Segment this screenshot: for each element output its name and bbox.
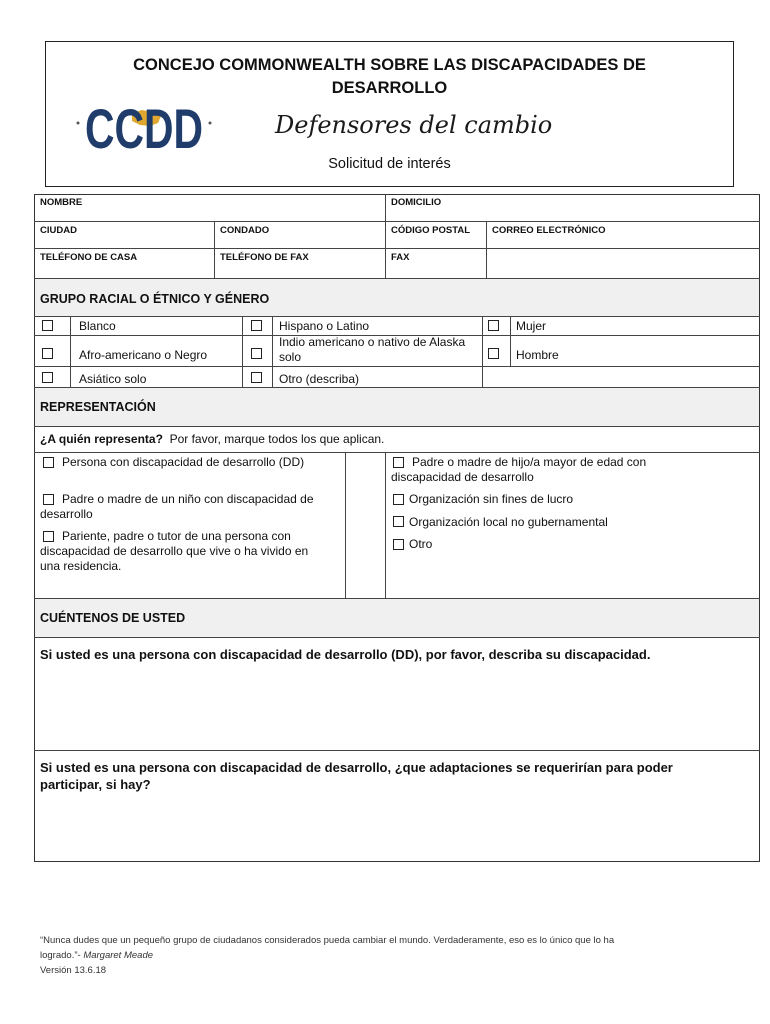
- ccdd-logo: [72, 93, 217, 160]
- telefono-fax-field[interactable]: TELÉFONO DE FAX: [220, 252, 309, 263]
- hombre-checkbox[interactable]: [488, 348, 499, 359]
- representation-question: [40, 432, 384, 447]
- otro-race-checkbox[interactable]: [251, 372, 262, 383]
- divider: [510, 316, 511, 366]
- sin-fines-checkbox[interactable]: [393, 494, 404, 505]
- pariente-line-3: una residencia.: [40, 559, 122, 573]
- representation-heading: REPRESENTACIÓN: [40, 400, 156, 414]
- divider: [385, 452, 386, 598]
- indio-label: [279, 335, 465, 365]
- condado-field[interactable]: CONDADO: [220, 225, 270, 236]
- domicilio-field[interactable]: DOMICILIO: [391, 197, 442, 208]
- blanco-label: Blanco: [79, 319, 116, 333]
- asiatico-checkbox[interactable]: [42, 372, 53, 383]
- divider: [385, 194, 386, 278]
- question-2-line-2: participar, si hay?: [40, 777, 151, 792]
- divider: [34, 637, 760, 638]
- codigo-postal-field[interactable]: CÓDIGO POSTAL: [391, 225, 470, 236]
- divider: [34, 248, 760, 249]
- hombre-label: Hombre: [516, 348, 559, 362]
- persona-dd-checkbox[interactable]: [43, 457, 54, 468]
- mujer-checkbox[interactable]: [488, 320, 499, 331]
- pariente-line-2: discapacidad de desarrollo que vive o ha vivido en: [40, 544, 309, 558]
- blanco-checkbox[interactable]: [42, 320, 53, 331]
- divider: [345, 452, 346, 598]
- race-section-heading: GRUPO RACIAL O ÉTNICO Y GÉNERO: [40, 292, 270, 306]
- pariente-line-1: Pariente, padre o tutor de una persona con: [62, 529, 291, 543]
- answer-2-area[interactable]: [36, 796, 758, 860]
- afro-checkbox[interactable]: [42, 348, 53, 359]
- version-label: Versión 13.6.18: [40, 965, 107, 976]
- divider: [34, 221, 760, 222]
- tagline: Defensores del cambio: [275, 111, 553, 139]
- quote-line-1: “Nunca dudes que un pequeño grupo de ciudadanos considerados pueda cambiar el mundo. Verdaderamente, eso es lo único que lo ha: [40, 935, 615, 946]
- divider: [34, 750, 760, 751]
- question-2-line-1: Si usted es una persona con discapacidad de desarrollo, ¿que adaptaciones se requerirían para poder: [40, 760, 673, 775]
- divider: [34, 366, 760, 367]
- divider: [70, 316, 71, 387]
- divider: [34, 316, 760, 317]
- indio-label-line-1: Indio americano o nativo de Alaska: [279, 335, 466, 349]
- question-bold: ¿A quién representa?: [40, 432, 163, 446]
- divider: [214, 221, 215, 278]
- otro-rep-label: Otro: [409, 537, 433, 551]
- fax-field[interactable]: FAX: [391, 252, 410, 263]
- divider: [34, 426, 760, 427]
- persona-dd-label: Persona con discapacidad de desarrollo (DD): [62, 455, 305, 469]
- divider: [486, 221, 487, 278]
- telefono-casa-field[interactable]: TELÉFONO DE CASA: [40, 252, 138, 263]
- pariente-label: [40, 529, 340, 574]
- divider: [272, 316, 273, 387]
- ciudad-field[interactable]: CIUDAD: [40, 225, 77, 236]
- ong-local-label: Organización local no gubernamental: [409, 515, 608, 529]
- padre-mayor-line-1: Padre o madre de hijo/a mayor de edad con: [412, 455, 647, 469]
- question-rest: Por favor, marque todos los que aplican.: [169, 432, 385, 446]
- otro-rep-checkbox[interactable]: [393, 539, 404, 550]
- mujer-label: Mujer: [516, 319, 547, 333]
- correo-field[interactable]: CORREO ELECTRÓNICO: [492, 225, 606, 236]
- padre-nino-label: [40, 492, 340, 522]
- asiatico-label: Asiático solo: [79, 372, 147, 386]
- form-subtitle: Solicitud de interés: [328, 156, 451, 172]
- padre-mayor-label: [391, 455, 711, 485]
- nombre-field[interactable]: NOMBRE: [40, 197, 83, 208]
- answer-1-area[interactable]: [36, 668, 758, 748]
- divider: [34, 452, 760, 453]
- quote-author: Margaret Meade: [83, 950, 154, 961]
- sin-fines-label: Organización sin fines de lucro: [409, 492, 574, 506]
- otro-race-label: Otro (describa): [279, 372, 360, 386]
- indio-label-line-2: solo: [279, 350, 302, 364]
- hispano-label: Hispano o Latino: [279, 319, 370, 333]
- footer-quote: [40, 933, 740, 978]
- title-line-2: DESARROLLO: [331, 79, 448, 97]
- question-2: [40, 759, 673, 793]
- title-line-1: CONCEJO COMMONWEALTH SOBRE LAS DISCAPACIDADES DE: [133, 56, 646, 74]
- ong-local-checkbox[interactable]: [393, 516, 404, 527]
- logo-text: CCDD: [85, 97, 203, 160]
- question-1: Si usted es una persona con discapacidad de desarrollo (DD), por favor, describa su discapacidad.: [40, 647, 651, 662]
- indio-checkbox[interactable]: [251, 348, 262, 359]
- divider: [242, 316, 243, 387]
- afro-label: Afro-americano o Negro: [79, 348, 208, 362]
- quote-line-2: logrado.”-: [40, 950, 84, 961]
- divider: [482, 316, 483, 387]
- padre-nino-line-1: Padre o madre de un niño con discapacidad de: [62, 492, 314, 506]
- padre-nino-line-2: desarrollo: [40, 507, 93, 521]
- hispano-checkbox[interactable]: [251, 320, 262, 331]
- about-heading: CUÉNTENOS DE USTED: [40, 611, 186, 625]
- padre-mayor-line-2: discapacidad de desarrollo: [391, 470, 534, 484]
